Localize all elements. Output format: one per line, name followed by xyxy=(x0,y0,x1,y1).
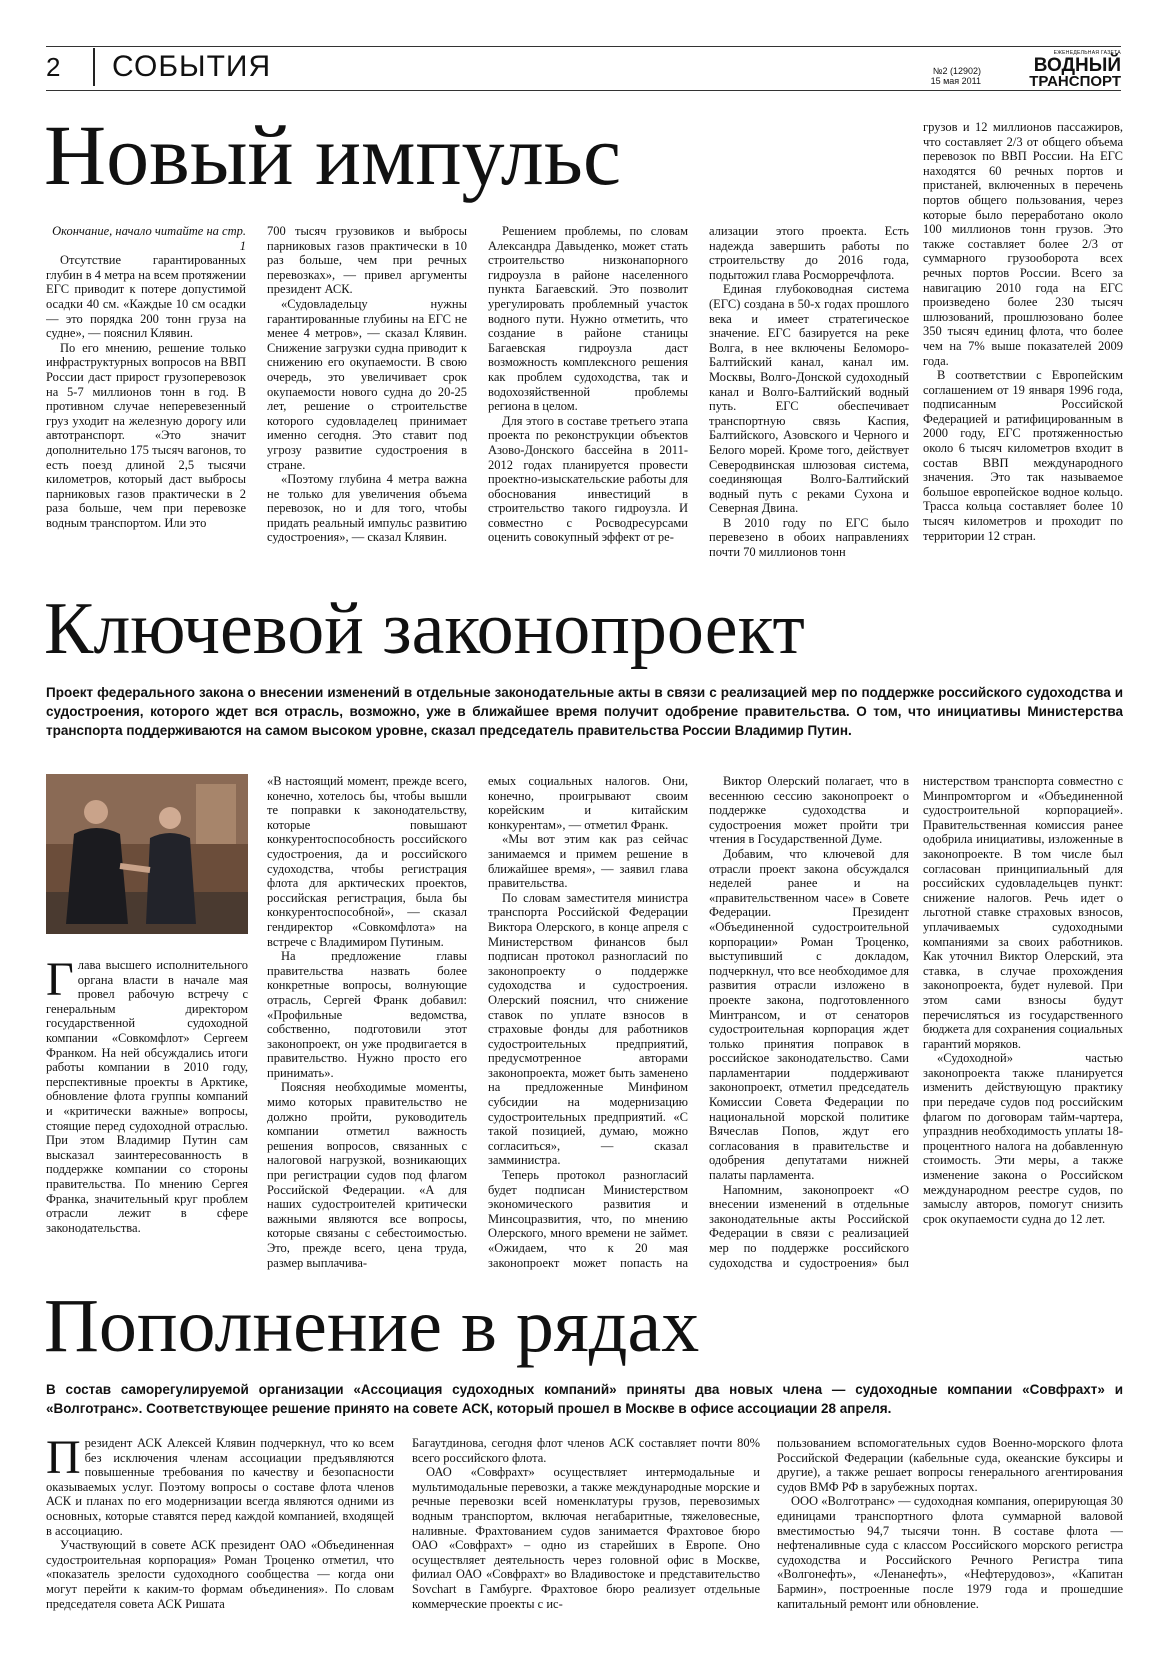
article-1-headline: Новый импульс xyxy=(44,107,622,203)
page-number: 2 xyxy=(46,52,61,82)
a1-column-2 xyxy=(267,224,467,576)
photo-putin-frank-handshake xyxy=(46,774,248,934)
a2-column-4 xyxy=(709,774,909,1270)
paragraph: По его мнению, решение только инфраструктурных вопросов на ВВП России даст прирост грузоперевозок на 5-7 миллионов тонн в год. В противном случае неперевезенный груз уходит на железную дорогу или автотранспорт. «Это значит дополнительно 175 тысяч вагонов, то есть поезд длиной 2,5 тысячи километров, который даст выбросы парниковых газов практически в 2 раза больше, чем при перевозке водным транспортом. Или это xyxy=(46,340,246,530)
paragraph: Напомним, законопроект «О внесении изменений в отдельные законодательные акты Российской Федерации в связи с реализацией мер по поддержке российского судоходства и судостроения» был xyxy=(709,1182,909,1270)
paragraph: Теперь протокол разногласий будет подписан Министерством экономического развития и Минсоцразвития, что, по мнению Олерского, много времени не займет. «Ожидаем, что к 20 мая законопроект может попасть на xyxy=(488,1168,688,1270)
paragraph: Багаутдинова, сегодня флот членов АСК составляет почти 80% всего российского флота. xyxy=(412,1436,760,1465)
logo-line-1: ВОДНЫЙ xyxy=(1033,55,1121,76)
top-rule xyxy=(46,46,1121,47)
article-3-lead: В состав саморегулируемой организации «Ассоциация судоходных компаний» приняты два новых члена — судоходные компании «Совфрахт» и «Волготранс». Соответствующее решение принято на совете АСК, который прошел в Москве в офисе ассоциации 28 апреля. xyxy=(46,1382,1123,1416)
a2-column-3 xyxy=(488,774,688,1270)
paragraph: Добавим, что ключевой для отрасли проект закона обсуждался неделей ранее и на «правительственном часе» в Совете Федерации. Президент «Объединенной судостроительной корпорации» Роман Троценко, выступивший с докладом, подчеркнул, что все необходимое для развития отрасли изложено в проекте закона, подготовленного Минтрансом, и от сенаторов судостроительная корпорация ждет только принятия поправок в российское законодательство. Сами парламентарии поддерживают законопроект, отметил председатель Комиссии Совета Федерации по национальной морской политике Вячеслав Попов, ждут его согласования в правительстве и одобрения депутатами нижней палаты парламента. xyxy=(709,846,909,1183)
paragraph: Виктор Олерский полагает, что в весеннюю сессию законопроект о поддержке судоходства и судостроения может пройти три чтения в Государственной Думе. xyxy=(709,774,909,847)
a1-column-5 xyxy=(923,120,1123,576)
paragraph: пользованием вспомогательных судов Военно-морского флота Российской Федерации (кабельные суда, океанские буксиры и другие), а также решает вопросы генерального агентирования судов ВМФ РФ в зарубежных портах. xyxy=(777,1436,1123,1494)
paragraph: нистерством транспорта совместно с Минпромторгом и «Объединенной судостроительной корпорацией». Правительственная комиссия ранее одобрила инициативы, изложенные в законопроекте. В том числе был согласован принципиальный для российских судовладельцев пункт: снижение налогов. Речь идет о льготной ставке страховых взносов, уплачиваемых судоходными компаниями за своих работников. Как уточнил Виктор Олерский, эта ставка, в случае прохождения законопроекта, будет нулевой. При этом сами взносы будут перечисляться из государственного бюджета для сохранения социальных гарантий моряков. xyxy=(923,774,1123,1051)
issue-number: №2 (12902) xyxy=(932,66,981,76)
a3-column-2 xyxy=(412,1436,760,1622)
paragraph: «Поэтому глубина 4 метра важна не только для увеличения объема перевозок, но и для того, чтобы придать реальный импульс развитию судостроения», — сказал Клявин. xyxy=(267,472,467,545)
paragraph: Единая глубоководная система (ЕГС) создана в 50-х годах прошлого века и имеет стратегическое значение. ЕГС базируется на реке Волга, в нее включены Беломоро-Балтийский канал, канал им. Москвы, Волго-Донской судоходный канал и Волго-Балтийский водный путь. ЕГС обеспечивает транспортную связь Каспия, Балтийского, Азовского и Черного и Белого морей. Кроме того, действует Северодвинская шлюзовая система, соединяющая Волго-Балтийский водный путь с реками Сухона и Северная Двина. xyxy=(709,282,909,516)
paragraph: лава высшего исполнительного органа власти в начале мая провел рабочую встречу с генеральным директором государственной судоходной компании «Совкомфлот» Сергеем Франком. На ней обсуждались итоги работы компании в 2010 году, перспективные проекты в Арктике, обновление флота группы компаний и «критически важные» вопросы, стоящие перед судоходной отраслью. При этом Владимир Путин сам высказал заинтересованность в поддержке компании со стороны правительства. По мнению Сергея Франка, значительный круг проблем отрасли лежит в сфере законодательства. xyxy=(46,958,248,1235)
paragraph: грузов и 12 миллионов пассажиров, что составляет 2/3 от общего объема перевозок по ВВП России. На ЕГС находятся 60 речных портов и пристаней, включенных в перечень портов общего пользования, через которые было переработано около 100 миллионов тонн грузов. Это также составляет более 2/3 от суммарного грузооборота всех речных портов России. Всего за навигацию 2010 года на ЕГС произведено более 230 тысяч шлюзований, прошлюзовано более 350 тысяч единиц флота, что более чем на 7% выше показателей 2009 года. xyxy=(923,120,1123,368)
a3-column-1 xyxy=(46,1436,394,1622)
paragraph: Поясняя необходимые моменты, мимо которых правительство не должно пройти, руководитель компании отметил важность решения вопросов, связанных с налоговой нагрузкой, возникающих при регистрации судов под флагом Российской Федерации. «А для наших судостроителей критически важными являются все вопросы, которые связаны с себестоимостью. Это, прежде всего, цена труда, размер выплачива- xyxy=(267,1080,467,1270)
logo-line-2: ТРАНСПОРТ xyxy=(1029,73,1121,90)
a2-column-1 xyxy=(46,958,248,1270)
photo-illustration xyxy=(46,774,248,934)
paragraph: «Судовладельцу нужны гарантированные глубины на ЕГС не менее 4 метров», — сказал Клявин. Снижение загрузки судна приводит к снижению его окупаемости. В свою очередь, это увеличивает срок окупаемости нового судна до 20-25 лет, решение о строительстве которого судовладелец принимает именно сегодня. Это ставит под угрозу развитие судостроения в стране. xyxy=(267,296,467,472)
paragraph: По словам заместителя министра транспорта Российской Федерации Виктора Олерского, в конце апреля с Министерством финансов был подписан протокол разногласий по законопроекту о поддержке судоходства и судостроения. Олерский пояснил, что снижение ставок по уплате взносов в страховые фонды для работников судостроительных предприятий, предусмотренное авторами законопроекта, может быть заменено на предложенные Минфином субсидии на модернизацию судостроительных предприятий. «С такой позицией, думаю, можно согласиться», — сказал замминистра. xyxy=(488,890,688,1168)
paragraph: ООО «Волготранс» — судоходная компания, оперирующая 30 единицами транспортного флота суммарной валовой вместимостью 94,7 тысячи тонн. В составе флота — нефтеналивные суда с классом Российского морского регистра судоходства и Российского Речного Регистра типа «Волгонефть», «Ленанефть», «Нефтерудовоз», «Капитан Бармин», построенные после 1979 года и прошедшие капитальный ремонт или обновление. xyxy=(777,1494,1123,1611)
paragraph: Для этого в составе третьего этапа проекта по реконструкции объектов Азово-Донского бассейна в 2011-2012 годах планируется провести проектно-изыскательские работы для обоснования инвестиций в строительство такого гидроузла. И совместно с Росводресурсами оценить совокупный эффект от ре- xyxy=(488,413,688,545)
paragraph: резидент АСК Алексей Клявин подчеркнул, что ко всем без исключения членам ассоциации предъявляются повышенные требования по качеству и безопасности оказываемых услуг. Поэтому вопросы о составе флота членов АСК и планах по его модернизации всегда являются одними из основных, которые ставятся перед каждой компанией, входящей в ассоциацию. xyxy=(46,1436,394,1538)
a2-column-2 xyxy=(267,774,467,1270)
paragraph: Решением проблемы, по словам Александра Давыденко, может стать строительство низконапорного гидроузла в районе населенного пункта Багаевский. Это позволит урегулировать проблемный участок водного пути. Нужно отметить, что создание в районе станицы Багаевская гидроузла даст возможность комплексного решения как проблем судоходства, так и водохозяйственной проблемы региона в целом. xyxy=(488,224,688,414)
paragraph: Участвующий в совете АСК президент ОАО «Объединенная судостроительная корпорация» Роман Троценко отметил, что «показатель зрелости судоходного сообщества — когда они могут перейти к каким-то формам объединения». По словам председателя совета АСК Ришата xyxy=(46,1538,394,1611)
paragraph: ОАО «Совфрахт» осуществляет интермодальные и мультимодальные перевозки, а также международные морские и речные перевозки всей номенклатуры грузов, перевозимых водным транспортом, включая негабаритные, тяжеловесные, наливные. Фрахтованием судов занимается Фрахтовое бюро ОАО «Совфрахт» – одно из старейших в Европе. Оно осуществляет деятельность через головной офис в Москве, филиал ОАО «Совфрахт» во Владивостоке и представительство Sovchart в Гамбурге. Фрахтовое бюро реализует отдельные коммерческие проекты с ис- xyxy=(412,1465,760,1611)
paragraph: емых социальных налогов. Они, конечно, проигрывают своим корейским и китайским конкурентам», — отметил Франк. xyxy=(488,774,688,832)
drop-cap: Г xyxy=(46,958,74,1006)
paragraph: «Судоходной» частью законопроекта также планируется изменить действующую практику при передаче судов под российским флагом по договорам тайм-чартера, упразднив необходимость уплаты 18-процентного налога на добавленную стоимость. Эти меры, а также изменение закона о Российском международном реестре судов, по замыслу авторов, помогут снизить срок окупаемости судна до 12 лет. xyxy=(923,1051,1123,1226)
section-title: СОБЫТИЯ xyxy=(112,50,272,83)
paragraph: На предложение главы правительства назвать более конкретные вопросы, волнующие отрасль, Сергей Франк добавил: «Профильные ведомства, собственно, подготовили этот законопроект, он уже продвигается в правительство. Нужно просто его принимать». xyxy=(267,949,467,1080)
a3-column-3 xyxy=(777,1436,1123,1622)
issue-date: 15 мая 2011 xyxy=(930,76,981,86)
paragraph: В 2010 году по ЕГС было перевезено в обоих направлениях почти 70 миллионов тонн xyxy=(709,515,909,560)
paragraph: ализации этого проекта. Есть надежда завершить работы по строительству до 2016 года, подытожил глава Росморречфлота. xyxy=(709,224,909,282)
paragraph: Отсутствие гарантированных глубин в 4 метра на всем протяжении ЕГС приводит к потере допустимой осадки 40 см. «Каждые 10 см осадки — это порядка 200 тонн груза на судне», — пояснил Клявин. xyxy=(46,253,246,341)
paragraph: «В настоящий момент, прежде всего, конечно, хотелось бы, чтобы вышли те поправки к законодательству, которые повышают конкурентоспособность российского судостроения, да и российского судоходства, чтобы регистрация флота для арктических проектов, российская регистрация, была бы конкурентоспособной», — сказал гендиректор «Совкомфлота» на встрече с Владимиром Путиным. xyxy=(267,774,467,949)
continuation-note: Окончание, начало читайте на стр. 1 xyxy=(52,224,246,253)
paragraph: «Мы вот этим как раз сейчас занимаемся и примем решение в ближайшее время», — заявил глава правительства. xyxy=(488,832,688,891)
issue-info xyxy=(931,66,981,86)
drop-cap: П xyxy=(46,1436,81,1484)
a1-column-1 xyxy=(46,224,246,576)
article-2-lead: Проект федерального закона о внесении изменений в отдельные законодательные акты в связи с реализацией мер по поддержке российского судоходства и судостроения, которого ждет вся отрасль, возможно, уже в ближайшее время получит одобрение правительства. О том, что инициативы Министерства транспорта поддерживаются на самом высоком уровне, сказал председатель правительства России Владимир Путин. xyxy=(46,685,1123,738)
header-divider xyxy=(93,48,95,86)
header-bottom-rule xyxy=(46,90,1121,91)
paragraph: В соответствии с Европейским соглашением от 19 января 1996 года, подписанным Российской Федерацией и ратифицированным в 2000 году, ЕГС протяженностью около 6 тысяч километров входит в состав ВВП международного значения. Это так называемое большое европейское водное кольцо. Трасса кольца составляет более 10 тысяч километров и проходит по территории 12 стран. xyxy=(923,368,1123,543)
article-2-headline: Ключевой законопроект xyxy=(44,588,805,670)
paragraph: 700 тысяч грузовиков и выбросы парниковых газов практически в 10 раз больше, чем при речных перевозках», — привел аргументы президент АСК. xyxy=(267,224,467,297)
a1-column-4 xyxy=(709,224,909,576)
logo-tagline: ЕЖЕНЕДЕЛЬНАЯ ГАЗЕТА xyxy=(1053,50,1121,56)
article-3-headline: Пополнение в рядах xyxy=(44,1284,700,1368)
a2-column-5 xyxy=(923,774,1123,1270)
a1-column-3 xyxy=(488,224,688,576)
